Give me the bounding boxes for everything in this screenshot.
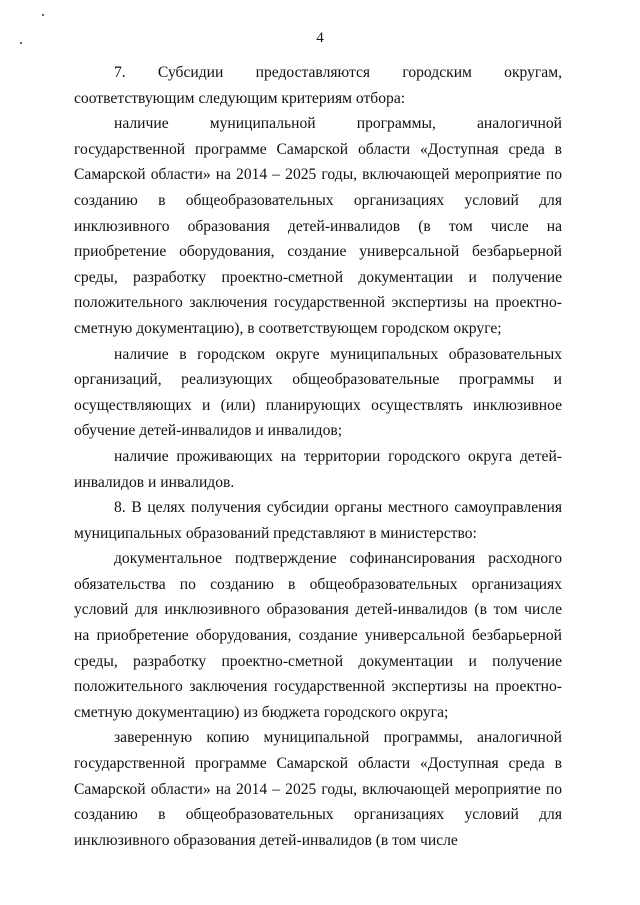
document-body	[74, 60, 562, 853]
criterion-residents: наличие проживающих на территории городского округа детей-инвалидов и инвалидов.	[74, 447, 562, 491]
document-program-copy: заверенную копию муниципальной программы, аналогичной государственной программе Самарской области «Доступная среда в Самарской области» на 2014 – 2025 годы, включающей мероприятие по созданию в общеобразовательных организациях условий для инклюзивного образования детей-инвалидов (в том числе	[74, 729, 562, 849]
scan-speck	[42, 14, 44, 16]
criterion-program: наличие муниципальной программы, аналогичной государственной программе Самарской области «Доступная среда в Самарской области» на 2014 – 2025 годы, включающей мероприятие по созданию в общеобразовательных организациях условий для инклюзивного образования детей-инвалидов (в том числе на приобретение оборудования, создание универсальной безбарьерной среды, разработку проектно-сметной документации и получение положительного заключения государственной экспертизы на проектно-сметную документацию), в соответствующем городском округе;	[74, 115, 562, 337]
paragraph-7: 7. Субсидии предоставляются городским округам, соответствующим следующим критериям отбора:	[74, 64, 562, 107]
paragraph-8: 8. В целях получения субсидии органы местного самоуправления муниципальных образований представляют в министерство:	[74, 499, 562, 542]
page-number: 4	[316, 30, 324, 46]
document-cofinancing: документальное подтверждение софинансирования расходного обязательства по созданию в общеобразовательных организациях условий для инклюзивного образования детей-инвалидов (в том числе на приобретение оборудования, создание универсальной безбарьерной среды, разработку проектно-сметной документации и получение положительного заключения государственной экспертизы на проектно-сметную документацию) из бюджета городского округа;	[74, 550, 562, 721]
criterion-organizations: наличие в городском округе муниципальных образовательных организаций, реализующих общеобразовательные программы и осуществляющих и (или) планирующих осуществлять инклюзивное обучение детей-инвалидов и инвалидов;	[74, 345, 562, 440]
